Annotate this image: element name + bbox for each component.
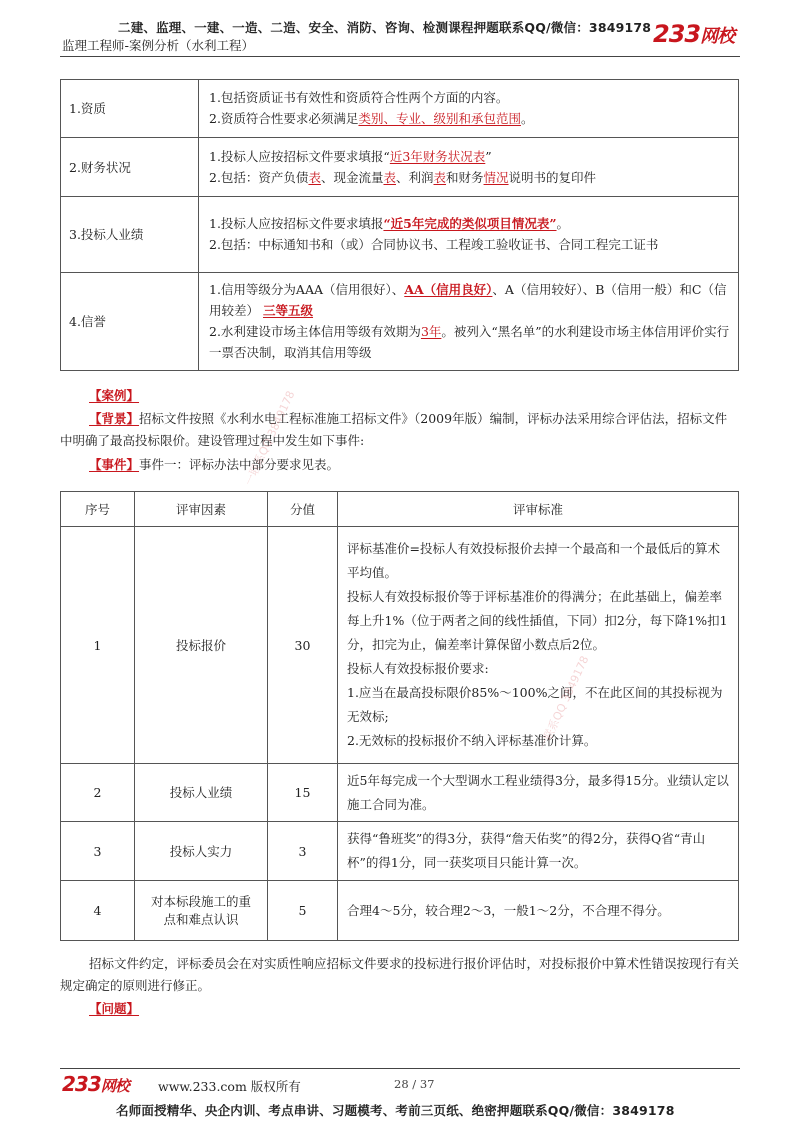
table-row [61,764,739,822]
footer-promo: 名师面授精华、央企内训、考点串讲、习题模考、考前三页纸、绝密押题联系QQ/微信：3849178 [116,1103,675,1118]
header-promo: 二建、监理、一建、一造、二造、安全、消防、咨询、检测课程押题联系QQ/微信：3849178 [118,20,652,35]
table-row [61,138,739,197]
highlight-text: “近5年完成的类似项目情况表” [383,216,557,231]
row-content [199,197,739,273]
header-cell: 分值 [268,492,338,527]
table-header-row [61,492,739,527]
cell-factor: 对本标段施工的重点和难点认识 [135,881,268,941]
case-heading: 【案例】 [89,388,140,403]
row-content [199,138,739,197]
scoring-table [60,491,739,941]
cell-criteria: 近5年每完成一个大型调水工程业绩得3分，最多得15分。业绩认定以施工合同为准。 [338,764,739,822]
cell-factor: 投标人实力 [135,822,268,881]
header-cell: 评审标准 [338,492,739,527]
cell-score: 15 [268,764,338,822]
highlight-text: 表 [433,169,447,185]
cell-no: 2 [61,764,135,822]
cell-factor: 投标人业绩 [135,764,268,822]
event-tag: 【事件】 [89,457,140,472]
table-row [61,197,739,273]
header-cell: 评审因素 [135,492,268,527]
doc-title: 监理工程师-案例分析（水利工程） [62,38,255,53]
highlight-text: 3年 [420,324,442,339]
highlight-text: 类别、专业、级别和承包范围 [358,111,521,126]
watermark: 一联系QQ 3849178 [536,653,592,753]
row-content [199,273,739,371]
content-line: 1.投标人应按招标文件要求填报“近5年完成的类似项目情况表”。 [209,216,570,231]
row-label: 4.信誉 [61,273,199,371]
cell-criteria: 合理4～5分，较合理2～3，一般1～2分，不合理不得分。 [338,881,739,941]
highlight-text: 近3年财务状况表 [389,148,486,164]
table-row [61,881,739,941]
page-number: 28 / 37 [394,1077,435,1091]
question-heading: 【问题】 [89,1001,140,1016]
table-row [61,80,739,138]
cell-criteria: 获得“鲁班奖”的得3分，获得“詹天佑奖”的得2分，获得Q省“青山杯”的得1分，同一获奖项目只能计算一次。 [338,822,739,881]
content-line: 2.包括：资产负债表、现金流量表、利润表和财务情况说明书的复印件 [209,169,597,185]
logo-text: 网校 [700,26,735,47]
logo-number: 233 [62,1072,101,1096]
highlight-text: 表 [383,169,396,185]
event-paragraph: 【事件】事件一：评标办法中部分要求见表。 [89,457,340,472]
cell-criteria: 评标基准价=投标人有效投标报价去掉一个最高和一个最低后的算术平均值。 投标人有效投标报价等于评标基准价的得满分；在此基础上，偏差率每上升1%（位于两者之间的线性插值，下同）扣2分，每下降1%扣1分，扣完为止，偏差率计算保留小数点后2位。 投标人有效投标报价要求: 1.应当在最高投标限价85%～100%之间，不在此区间的其投标视为无效标; 2.无效标的投标报价不纳入评标基准价计算。 [338,527,739,764]
table-row [61,527,739,764]
qualification-table [60,79,739,371]
highlight-text: 表 [308,169,321,185]
logo-number: 233 [653,20,701,48]
cell-no: 3 [61,822,135,881]
content-line: 1.信用等级分为AAA（信用很好）、AA（信用良好）、A（信用较好）、B（信用一般）和C（信用较差） 三等五级 [209,282,727,318]
row-label: 2.财务状况 [61,138,199,197]
footer-divider [60,1068,740,1069]
table-row [61,273,739,371]
highlight-text: 情况 [483,169,509,185]
row-content [199,80,739,138]
cell-score: 30 [268,527,338,764]
cell-score: 3 [268,822,338,881]
row-label: 3.投标人业绩 [61,197,199,273]
background-tag: 【背景】 [89,411,140,426]
highlight-text: 三等五级 [263,303,314,318]
background-paragraph: 【背景】招标文件按照《水利水电工程标准施工招标文件》（2009年版）编制，评标办法采用综合评估法，招标文件中明确了最高投标限价。建设管理过程中发生如下事件: [60,411,728,448]
cell-no: 1 [61,527,135,764]
brand-logo [653,20,734,48]
header-cell: 序号 [61,492,135,527]
highlight-text: AA（信用良好） [404,282,493,297]
cell-no: 4 [61,881,135,941]
watermark: 一联系QQ 3849178 [242,388,298,488]
footer-copyright: www.233.com 版权所有 [158,1079,301,1094]
row-label: 1.资质 [61,80,199,138]
logo-text: 网校 [100,1077,129,1095]
cell-factor: 投标报价 [135,527,268,764]
table-row [61,822,739,881]
after-table-paragraph: 招标文件约定，评标委员会在对实质性响应招标文件要求的投标进行报价评估时，对投标报价中算术性错误按现行有关规定确定的原则进行修正。 [60,956,740,993]
header-divider [60,56,740,57]
content-line: 2.资质符合性要求必须满足类别、专业、级别和承包范围。 [209,111,534,126]
cell-score: 5 [268,881,338,941]
content-line: 1.投标人应按招标文件要求填报“近3年财务状况表” [209,148,492,164]
footer-logo [62,1072,129,1096]
content-line: 1.包括资质证书有效性和资质符合性两个方面的内容。 [209,90,509,105]
content-line: 2.水利建设市场主体信用等级有效期为3年。被列入“黑名单”的水利建设市场主体信用评价实行一票否决制，取消其信用等级 [209,324,730,360]
content-line: 2.包括：中标通知书和（或）合同协议书、工程竣工验收证书、合同工程完工证书 [209,237,659,252]
